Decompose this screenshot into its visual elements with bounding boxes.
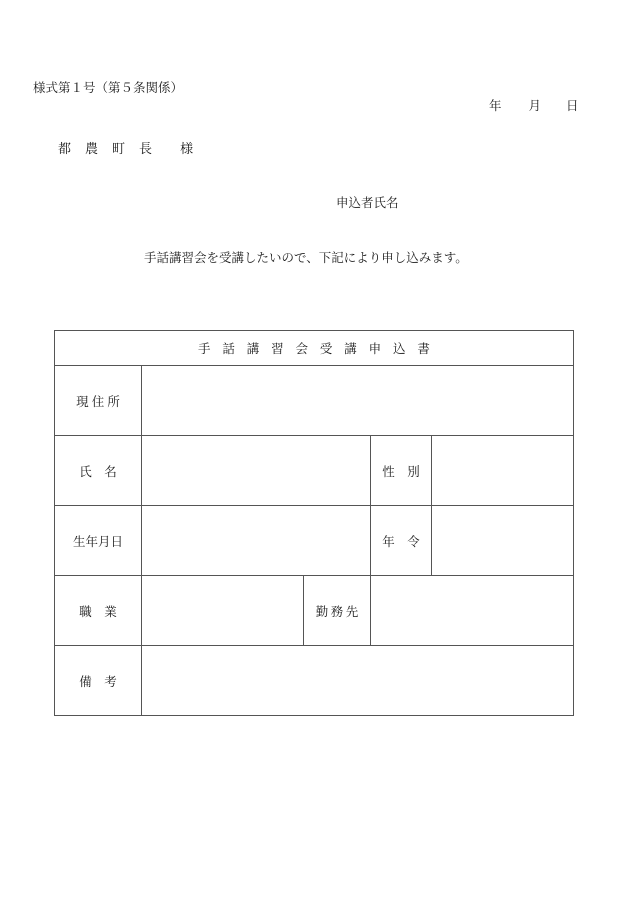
address-field[interactable] bbox=[142, 366, 574, 436]
applicant-name-label: 申込者氏名 bbox=[336, 195, 399, 210]
date-year-label: 年 bbox=[489, 98, 502, 113]
addressee-char-1: 都 bbox=[58, 142, 72, 157]
name-field[interactable] bbox=[142, 436, 371, 506]
address-row bbox=[55, 366, 574, 436]
addressee-char-3: 町 bbox=[112, 142, 126, 157]
addressee-title: 長 bbox=[139, 142, 153, 157]
birthdate-row bbox=[55, 506, 574, 576]
date-day-label: 日 bbox=[566, 98, 579, 113]
date-month-label: 月 bbox=[528, 98, 542, 113]
application-form-table bbox=[54, 330, 574, 716]
occupation-row bbox=[55, 576, 574, 646]
addressee-honorific: 様 bbox=[180, 142, 194, 157]
gender-field[interactable] bbox=[432, 436, 574, 506]
remarks-field[interactable] bbox=[142, 646, 574, 716]
workplace-label: 勤務先 bbox=[304, 576, 371, 646]
remarks-label: 備 考 bbox=[55, 646, 142, 716]
occupation-label: 職 業 bbox=[55, 576, 142, 646]
age-field[interactable] bbox=[432, 506, 574, 576]
workplace-field[interactable] bbox=[371, 576, 574, 646]
birthdate-label: 生年月日 bbox=[55, 506, 142, 576]
form-title: 手話講習会受講申込書 bbox=[55, 331, 574, 366]
addressee-line bbox=[58, 138, 193, 157]
name-label: 氏 名 bbox=[55, 436, 142, 506]
occupation-field[interactable] bbox=[142, 576, 304, 646]
form-number: 様式第１号（第５条関係） bbox=[33, 80, 184, 95]
date-line bbox=[489, 96, 579, 114]
remarks-row bbox=[55, 646, 574, 716]
address-label: 現住所 bbox=[55, 366, 142, 436]
birthdate-field[interactable] bbox=[142, 506, 371, 576]
addressee-char-2: 農 bbox=[85, 142, 99, 157]
request-statement: 手話講習会を受講したいので、下記により申し込みます。 bbox=[144, 250, 468, 265]
name-row bbox=[55, 436, 574, 506]
age-label: 年 令 bbox=[371, 506, 432, 576]
gender-label: 性 別 bbox=[371, 436, 432, 506]
